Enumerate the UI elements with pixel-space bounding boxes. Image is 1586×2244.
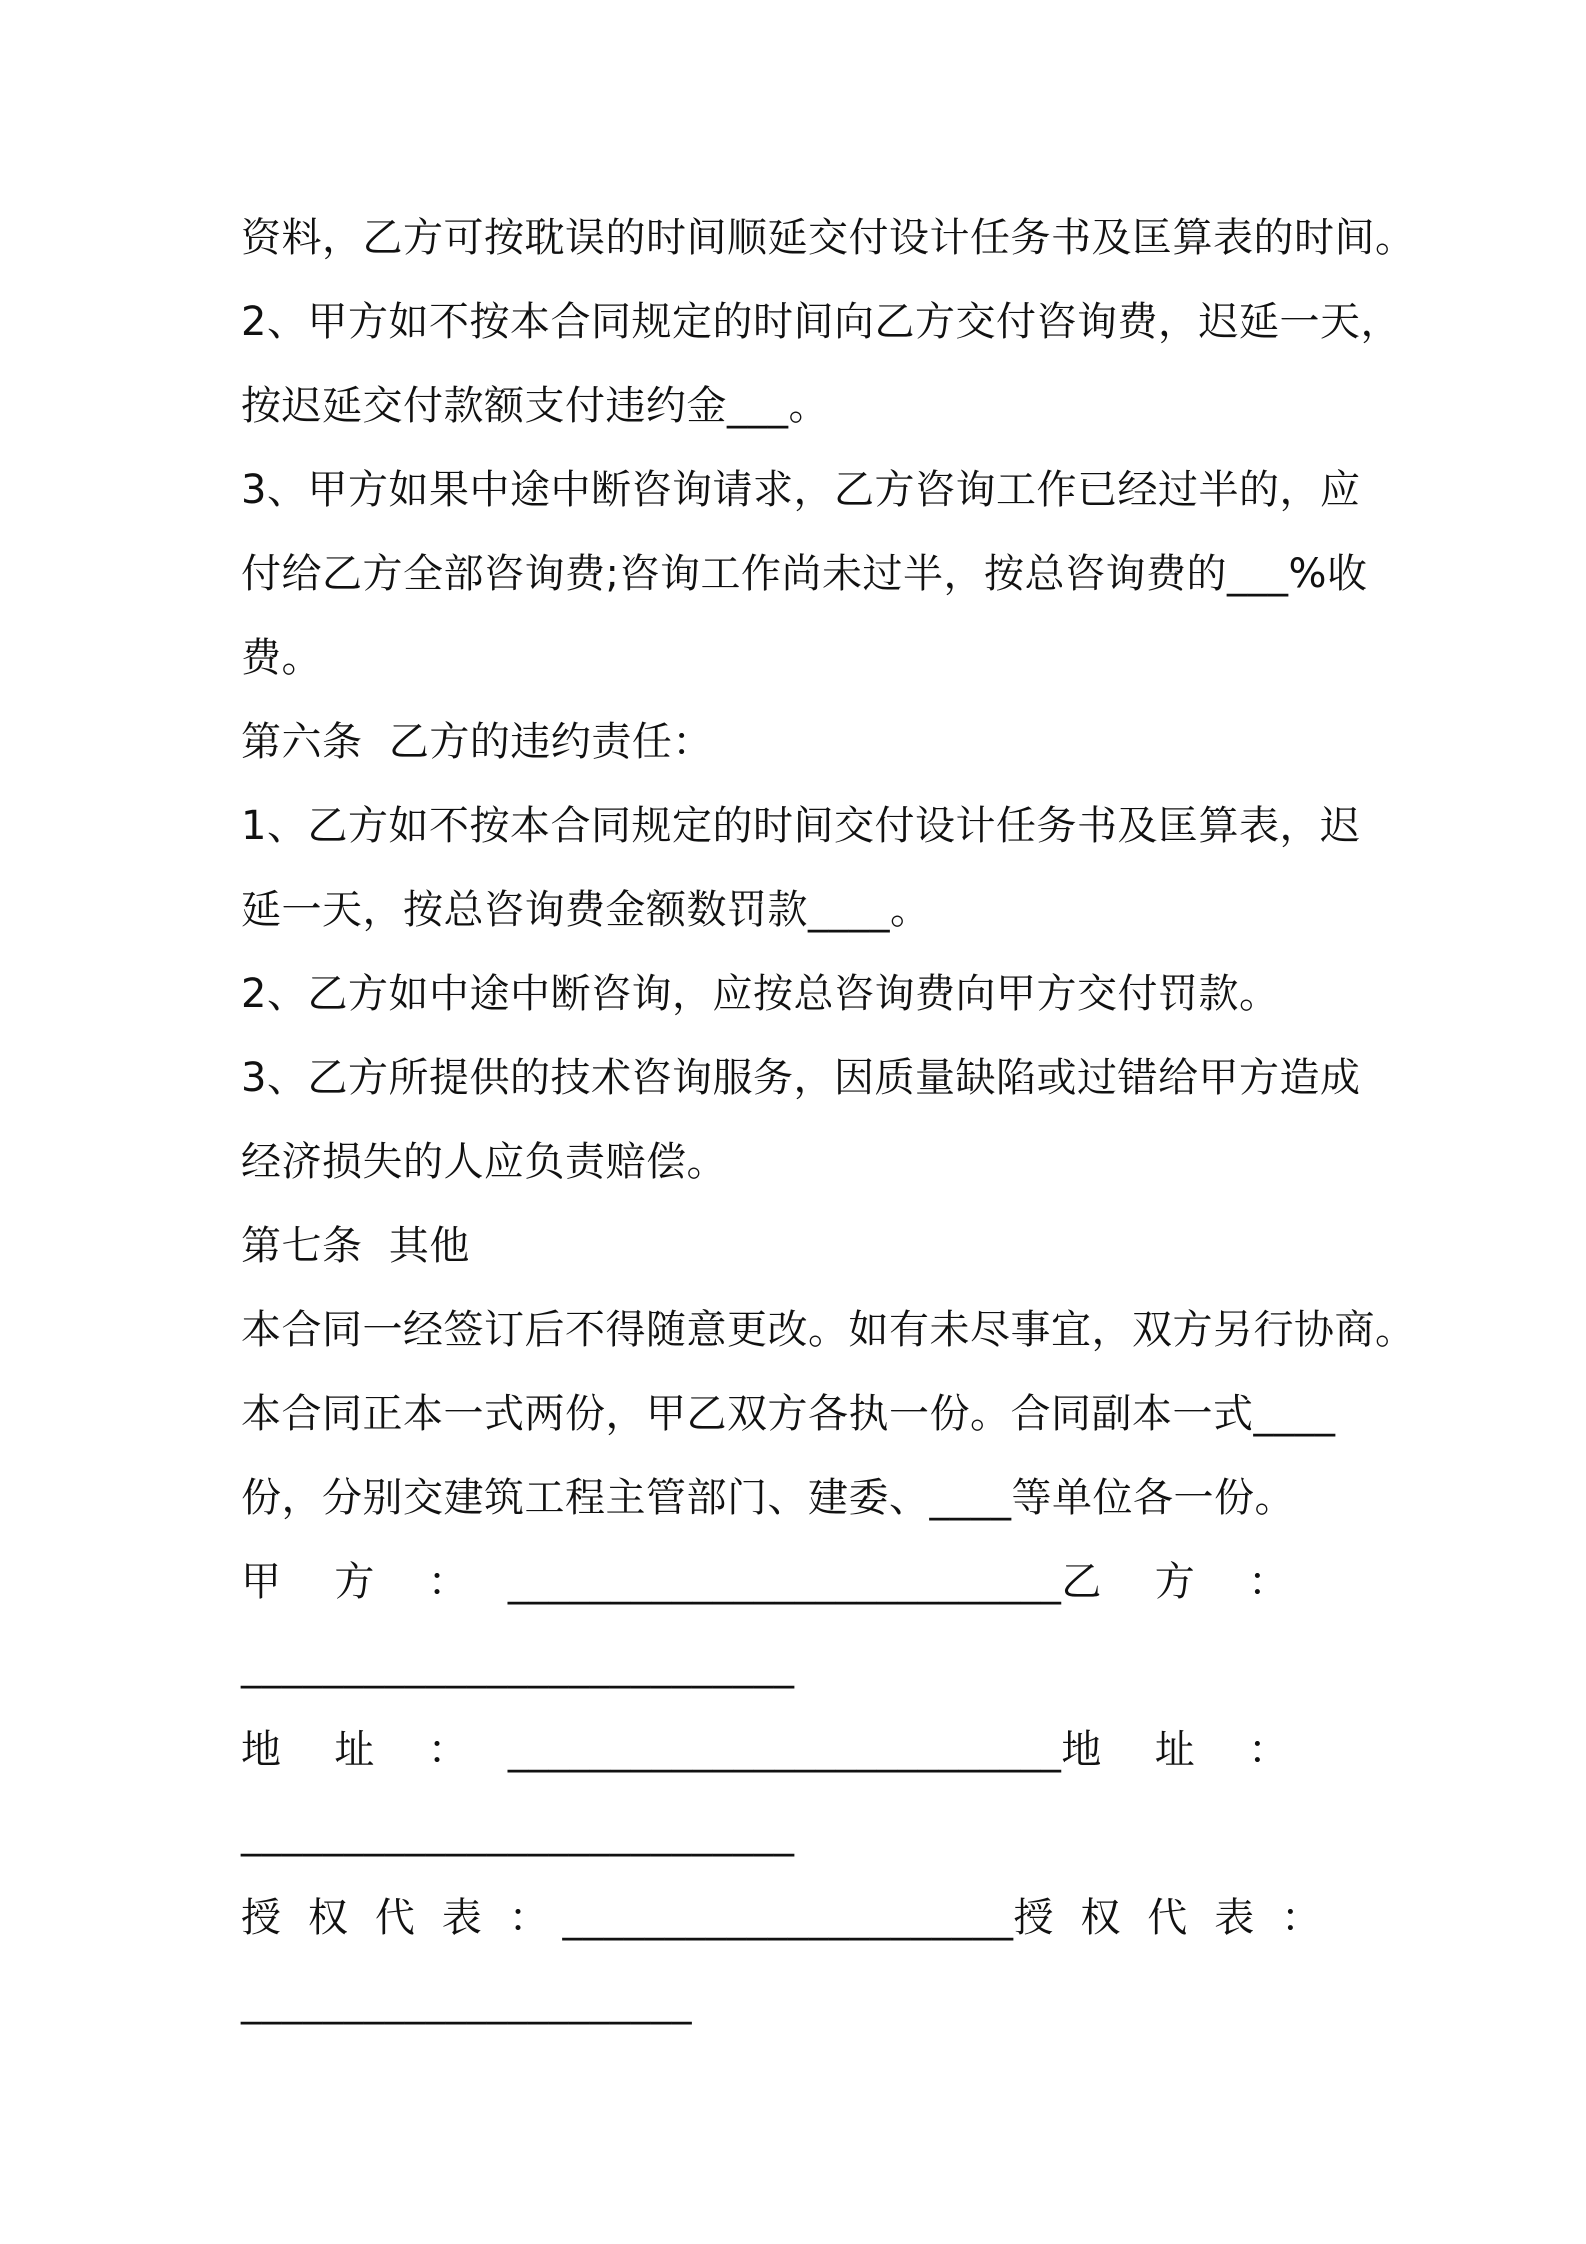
rep-a-label: 授 权 代 表 ：: [241, 1895, 550, 1941]
text-line: 本合同一经签订后不得随意更改。如有未尽事宜，双方另行协商。: [241, 1307, 1416, 1353]
rep-a-blank: ______________________: [562, 1895, 1014, 1941]
text-line: 2、乙方如中途中断咨询，应按总咨询费向甲方交付罚款。: [241, 971, 1280, 1017]
text-line: 本合同正本一式两份，甲乙双方各执一份。合同副本一式____: [241, 1391, 1336, 1437]
signature-address-row: [241, 1708, 1371, 1792]
signature-party-row: [241, 1540, 1371, 1624]
document-body: [241, 196, 1416, 2044]
signature-party-b-blank-row: [241, 1624, 1371, 1708]
signature-rep-b-blank-row: [241, 1960, 1371, 2044]
text-line: 费。: [241, 635, 322, 681]
section-heading-6: 第六条 乙方的违约责任：: [241, 719, 713, 765]
signature-rep-row: [241, 1876, 1371, 1960]
text-line: 3、甲方如果中途中断咨询请求，乙方咨询工作已经过半的，应: [241, 467, 1361, 513]
text-line: 按迟延交付款额支付违约金___。: [241, 383, 829, 429]
rep-b-label: 授 权 代 表 ：: [1013, 1895, 1322, 1941]
text-line: 付给乙方全部咨询费;咨询工作尚未过半，按总咨询费的___%收: [241, 551, 1368, 597]
party-a-label: 甲 方 ：: [241, 1559, 469, 1605]
party-b-label: 乙 方 ：: [1061, 1559, 1289, 1605]
section-heading-7: 第七条 其他: [241, 1223, 470, 1269]
text-line: 经济损失的人应负责赔偿。: [241, 1139, 727, 1185]
party-a-blank: ___________________________: [507, 1559, 1062, 1605]
address-b-label: 地 址 ：: [1061, 1727, 1289, 1773]
text-line: 资料，乙方可按耽误的时间顺延交付设计任务书及匡算表的时间。: [241, 215, 1416, 261]
text-line: 2、甲方如不按本合同规定的时间向乙方交付咨询费，迟延一天，: [241, 299, 1401, 345]
address-a-blank: ___________________________: [507, 1727, 1062, 1773]
party-b-blank: ___________________________: [241, 1643, 795, 1689]
text-line: 1、乙方如不按本合同规定的时间交付设计任务书及匡算表，迟: [241, 803, 1361, 849]
address-a-label: 地 址 ：: [241, 1727, 469, 1773]
text-line: 3、乙方所提供的技术咨询服务，因质量缺陷或过错给甲方造成: [241, 1055, 1361, 1101]
address-b-blank: ___________________________: [241, 1811, 795, 1857]
rep-b-blank: ______________________: [241, 1979, 692, 2025]
text-line: 延一天，按总咨询费金额数罚款____。: [241, 887, 931, 933]
text-line: 份，分别交建筑工程主管部门、建委、____等单位各一份。: [241, 1475, 1295, 1521]
signature-address-b-blank-row: [241, 1792, 1371, 1876]
